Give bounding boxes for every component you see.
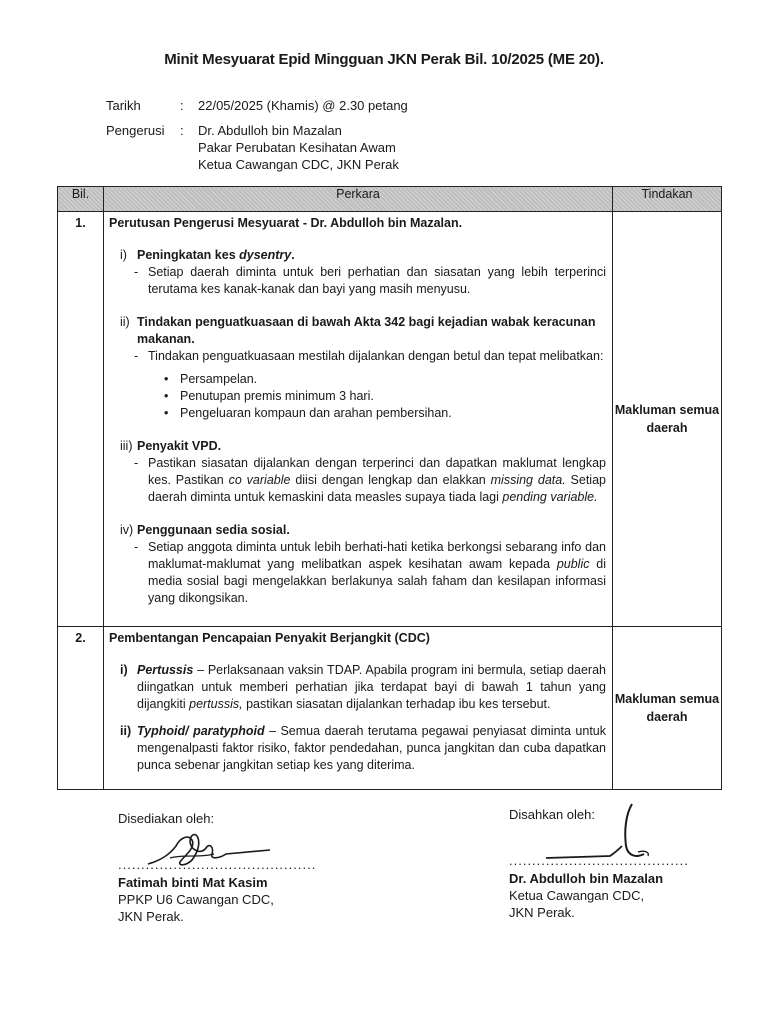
row1-sub-1-num: i) xyxy=(120,248,127,262)
row1-sub-3 xyxy=(109,438,606,506)
prepared-by-label: Disediakan oleh: xyxy=(118,811,215,826)
row2-sub-2 xyxy=(109,723,606,774)
row1-sub-4-title: iv) Penggunaan sedia sosial. xyxy=(120,523,290,537)
approved-by-name: Dr. Abdulloh bin Mazalan xyxy=(509,871,664,886)
date-label: Tarikh xyxy=(106,98,141,113)
approved-signature-icon xyxy=(540,800,670,870)
row2-sub-1 xyxy=(109,662,606,713)
row2-sub-2-text: ii) Typhoid/ paratyphoid – Semua daerah terutama pegawai penyiasat diminta untuk mengenalpasti faktor risiko, faktor pendedahan, punca jangkitan dan cuba dapatkan punca sebenar jangkitan setiap kes yang diterima. xyxy=(120,724,606,772)
row1-sub-4-num: iv) xyxy=(120,523,134,537)
header-bil: Bil. xyxy=(58,187,104,212)
row1-perkara xyxy=(104,212,613,627)
row2-sub-2-num: ii) xyxy=(120,724,132,738)
chair-unit: Ketua Cawangan CDC, JKN Perak xyxy=(198,157,399,172)
row1-sub-1-text: - Setiap daerah diminta untuk beri perhatian dan siasatan yang lebih terperinci terutama kes kanak-kanak dan bayi yang masih menyusu. xyxy=(120,264,606,298)
row1-sub-2-text: - Tindakan penguatkuasaan mestilah dijalankan dengan betul dan tepat melibatkan: xyxy=(120,348,606,365)
approved-by-label: Disahkan oleh: xyxy=(509,807,595,822)
list-item: • Persampelan. xyxy=(120,371,606,388)
table-row xyxy=(58,627,722,790)
prepared-signature-icon xyxy=(140,828,280,876)
date-value: 22/05/2025 (Khamis) @ 2.30 petang xyxy=(198,98,408,113)
row1-sub-2-title: ii) Tindakan penguatkuasaan di bawah Akta 342 bagi kejadian wabak keracunan makanan. xyxy=(120,315,596,346)
row1-sub-1-title: i) Peningkatan kes dysentry. xyxy=(120,248,295,262)
chair-colon: : xyxy=(180,123,184,138)
row2-perkara xyxy=(104,627,613,790)
row1-bil: 1. xyxy=(58,212,104,627)
prepared-by-org: JKN Perak. xyxy=(118,909,184,924)
minutes-table xyxy=(57,186,722,790)
approved-by-position: Ketua Cawangan CDC, xyxy=(509,888,645,903)
approved-signature-line: ....................................... xyxy=(509,853,689,868)
header-tindakan: Tindakan xyxy=(613,187,722,212)
prepared-by-name: Fatimah binti Mat Kasim xyxy=(118,875,268,890)
row1-sub-3-text: - Pastikan siasatan dijalankan dengan terperinci dan dapatkan maklumat lengkap kes. Pastikan co variable diisi dengan lengkap dan elakkan missing data. Setiap daerah diminta untuk kemaskini data measles supaya tiada lagi pending variable. xyxy=(120,455,606,506)
row2-tindakan: Makluman semua daerah xyxy=(613,627,722,790)
chair-label: Pengerusi xyxy=(106,123,165,138)
row1-sub-3-title: iii) Penyakit VPD. xyxy=(120,439,222,453)
approved-by-org: JKN Perak. xyxy=(509,905,575,920)
row1-sub-4-text: - Setiap anggota diminta untuk lebih berhati-hati ketika berkongsi sebarang info dan maklumat-maklumat yang melibatkan aspek kesihatan awam kepada public di media sosial bagi mengelakkan berlakunya salah faham dan kesilapan informasi yang dikongsikan. xyxy=(120,539,606,607)
table-row xyxy=(58,212,722,627)
row1-sub-3-num: iii) xyxy=(120,439,133,453)
row2-sub-1-text: i) Pertussis – Perlaksanaan vaksin TDAP. Apabila program ini bermula, setiap daerah diingatkan untuk memberi perhatian jika terdapat bayi di bawah 1 tahun yang dijangkiti pertussis, pastikan siasatan dijalankan terhadap ibu kes tersebut. xyxy=(120,663,606,711)
prepared-signature-line: ........................................... xyxy=(118,857,317,872)
list-item: • Penutupan premis minimum 3 hari. xyxy=(120,388,606,405)
chair-position: Pakar Perubatan Kesihatan Awam xyxy=(198,140,396,155)
row2-title: Pembentangan Pencapaian Penyakit Berjangkit (CDC) xyxy=(109,631,430,645)
chair-name: Dr. Abdulloh bin Mazalan xyxy=(198,123,342,138)
header-perkara: Perkara xyxy=(104,187,613,212)
document-title: Minit Mesyuarat Epid Mingguan JKN Perak Bil. 10/2025 (ME 20). xyxy=(164,51,604,68)
row1-sub-2 xyxy=(109,314,606,422)
row2-sub-1-num: i) xyxy=(120,663,128,677)
date-colon: : xyxy=(180,98,184,113)
row2-bil: 2. xyxy=(58,627,104,790)
list-item: • Pengeluaran kompaun dan arahan pembersihan. xyxy=(120,405,606,422)
row1-title: Perutusan Pengerusi Mesyuarat - Dr. Abdulloh bin Mazalan. xyxy=(109,216,463,230)
row1-tindakan: Makluman semua daerah xyxy=(613,212,722,627)
row1-sub-1 xyxy=(109,247,606,298)
row1-sub-2-num: ii) xyxy=(120,315,130,329)
row1-sub-4 xyxy=(109,522,606,607)
prepared-by-position: PPKP U6 Cawangan CDC, xyxy=(118,892,274,907)
table-header-row xyxy=(58,187,722,212)
